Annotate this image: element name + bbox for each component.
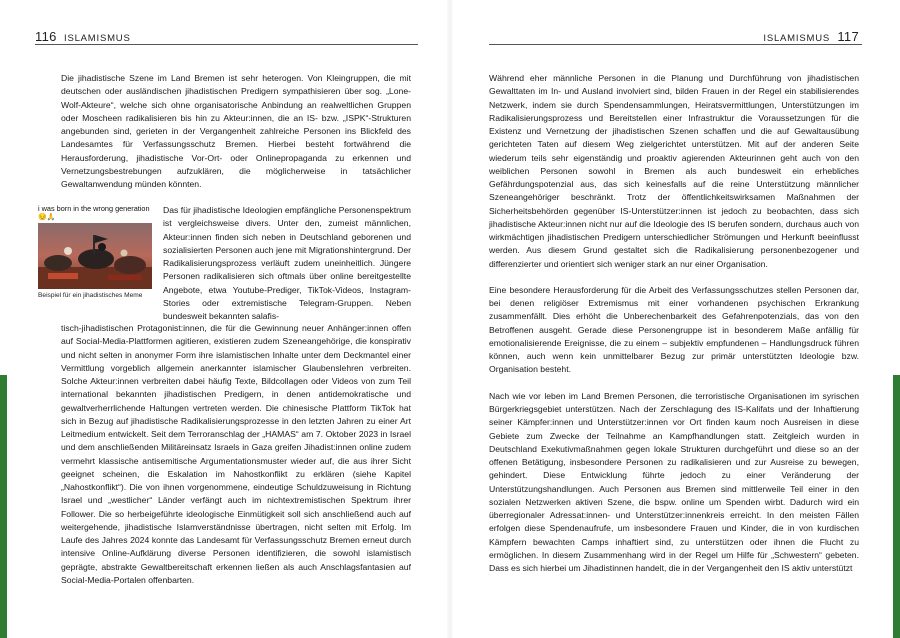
right-page [450,0,900,638]
right-paragraph-2: Eine besondere Herausforderung für die Arbeit des Verfassungsschutzes stellen Personen dar, bei denen religiöser Extremismus mit einer vorhandenen psychischen Erkrankung zusammenfällt. Dies erhöht die Unberechenbarkeit des Gefahrenpotenzials, das von den Betroffenen ausgeht. Gerade diese Personengruppe ist in besonderem Maße anfällig für emotionalisierende Ereignisse, die zu einem – subjektiv empfundenen – Handlungsdruck führen können, auch wenn kein unmittelbarer Bezug zur primär unterstützten Ideologie bzw. Organisation besteht. [489,284,859,375]
meme-overlay-text: i was born in the wrong generation [38,204,150,213]
right-paragraph-1: Während eher männliche Personen in die Planung und Durchführung von jihadistischen Gewalttaten im In- und Ausland involviert sind, bilden Frauen in der Regel ein stabilisierendes Netzwerk, indem sie durch Spendensammlungen, Heiratsvermittlungen, Unterstützungen im Radikalisierungsprozess und Bereitstellen einer Infrastruktur die Voraussetzungen für die Existenz und Vernetzung der jihadistischen Szenen schaffen und die auf Gewaltausübung gerichteten Taten auf diesem Weg zielgerichtet unterstützen. Mit auf der anderen Seite wiederum teils sehr eigenständig und proaktiv agierenden Akteurinnen geht auch von den weiblichen Personen sowohl in Bremen als auch bundesweit ein erhebliches Gefährdungspotenzial aus, das sich keinesfalls auf die reine Unterstützung männlicher Szeneangehöriger beschränkt. Trotz der öffentlichkeitswirksamen Maßnahmen der Sicherheitsbehörden gegenüber IS-Unterstützer:innen ist jedoch zu beobachten, dass sich jihadistische Akteur:innen nicht nur auf die Ideologie des IS berufen sondern, durchaus auch von wirkmächtigen jihadistischen Predigern unterschiedlicher Strömungen und Herkunft beeinflusst werden. Aus diesem Grund gestaltet sich die Radikalisierung personenbezogener und differenzierter und orientiert sich weniger stark an nur einer Organisation. [489,73,859,269]
left-paragraph-1 [61,72,411,191]
right-body-text [489,72,859,575]
left-paragraph-2-rest [61,322,411,587]
left-paragraph-1-text: Die jihadistische Szene im Land Bremen ist sehr heterogen. Von Kleingruppen, die mit deutschen oder ausländischen jihadistischen Predigern sympathisieren über sog. „Lone-Wolf-Akteure“, welche sich ohne organisatorische Anbindung an realweltlichen Gruppen oder Moscheen radikalisieren bis hin zu Akteur:innen, die an IS- bzw. „ISPK“-Strukturen angebunden sind, gerieten in der Vergangenheit zahlreiche Personen ins Blickfeld des Landesamtes für Verfassungsschutz Bremen. Hierbei besteht fortwährend die Herausforderung, jihadistische Vor-Ort- oder Onlinepropaganda zu erkennen und Vernetzungsbestrebungen aufzuklären, die möglicherweise in tatsächlicher Gewaltanwendung münden könnten. [61,73,411,189]
right-page-number: 117 [837,29,859,44]
right-green-edge-tab [893,375,900,638]
right-header-rule [489,44,862,45]
right-running-head: ISLAMISMUS [763,33,830,44]
left-page-header [35,29,135,44]
left-header-rule [35,44,418,45]
left-running-head: ISLAMISMUS [64,33,131,44]
right-paragraph-3: Nach wie vor leben im Land Bremen Personen, die terroristische Organisationen im syrischen Bürgerkriegsgebiet unterstützen. Nach der Zerschlagung des IS-Kalifats und der Inhaftierung seiner Kämpfer:innen und Unterstützer:innen vor Ort finden kaum noch Ausreisen in diese Gebiete zum Zwecke der Teilnahme an Kampfhandlungen statt. Zeitgleich wurden in Deutschland Exekutivmaßnahmen gegen lokale Strukturen durchgeführt und diese so an der offenen Betätigung, insbesondere Personen zu radikalisieren und zur Ausreise zu bewegen, gehindert. Diese Entwicklung führte jedoch zu einer Veränderung der Unterstützungshandlungen. Auch Personen aus Bremen sind mittlerweile Teil einer in den sozialen Netzwerken aktiven Szene, die bspw. online um Spenden wirbt. Dadurch wird ein überregionaler Adressat:innen- und Unterstützer:innenkreis erreicht. In den meisten Fällen erfolgen diese Spendenaufrufe, um insbesondere Frauen und Kinder, die in von kurdischen Kämpfern bewachten Camps inhaftiert sind, zu unterstützen oder ihnen die Flucht zu ermöglichen. In diesem Zusammenhang wird in der Regel um Hilfe für „Schwestern“ gebeten. Dass es sich hierbei um Jihadistinnen handelt, die in der Vergangenheit den IS aktiv unterstützt [489,390,859,574]
left-green-edge-tab [0,375,7,638]
meme-image [38,223,152,289]
meme-caption: Beispiel für ein jihadistisches Meme [38,292,143,299]
meme-emoji: 😔🙏 [38,214,56,221]
right-page-header [763,29,863,44]
left-paragraph-2-wrap [163,204,411,323]
left-paragraph-2-wrap-text: Das für jihadistische Ideologien empfängliche Personenspektrum ist vergleichsweise divers. Unter den, zumeist männlichen, Akteur:innen finden sich neben in Deutschland geborenen und sozialisierten Personen auch jene mit Migrationshintergrund. Der Radikalisierungsprozess verläuft zudem uneinheitlich. Jüngere Personen radikalisieren sich oftmals über online bereitgestellte Angebote, etwa Youtube-Prediger, TikTok-Videos, Instagram-Stories oder extremistische Telegram-Gruppen. Neben bundesweit bekannten salafis- [163,205,411,321]
left-page-number: 116 [35,29,57,44]
left-paragraph-2-rest-text: tisch-jihadistischen Protagonist:innen, die für die Gewinnung neuer Anhänger:innen offen auf Social-Media-Plattformen agitieren, existieren zudem Szeneangehörige, die konspirativ und nicht selten in anonymer Form ihre islamistischen Inhalte unter dem Deckmantel einer Vermittlung vorgeblich allgemein anerkannter islamischer Glaubenslehren verbreiten. Solche Akteur:innen verbreiten dabei häufig Texte, Bildcollagen oder Videos von zum Teil international bekannten jihadistischen Predigern, in denen antidemokratische und gewaltverherrlichende Haltungen vertreten werden. Die chinesische Plattform TikTok hat sich in Bezug auf jihadistische Radikalisierungsprozesse in den letzten Jahren zu einer Art Leitmedium entwickelt. Seit dem Terroranschlag der „HAMAS“ am 7. Oktober 2023 in Israel und dem anschließenden Militäreinsatz Israels in Gaza greifen Jihadist:innen online zudem vermehrt klassische antisemitische Argumentationsmuster wieder auf, die aus ihrer Sicht geeignet scheinen, die Eskalation im Nahostkonflikt zu erklären (siehe Kapitel „Nahostkonflikt“). Die von ihnen vorgenommene, eindeutige Schuldzuweisung in Richtung Israel und „westlicher“ Länder verfängt auch im nichtextremistischen Spektrum ihrer Follower. Die so herbeigeführte ideologische Einmütigkeit soll sich anschließend auch auf weitergehende, jihadistische Islamverständnisse übertragen, nicht selten mit Erfolg. Im Laufe des Jahres 2024 konnte das Landesamt für Verfassungsschutz Bremen erneut durch intensive Online-Aufklärung diverse Personen identifizieren, die sowohl islamistisch geprägte, abstrakte Gewaltbereitschaft erkennen ließen als auch Anschlagsfantasien auf Social-Media-Portalen offenbarten. [61,323,411,585]
meme-figure [38,204,152,299]
